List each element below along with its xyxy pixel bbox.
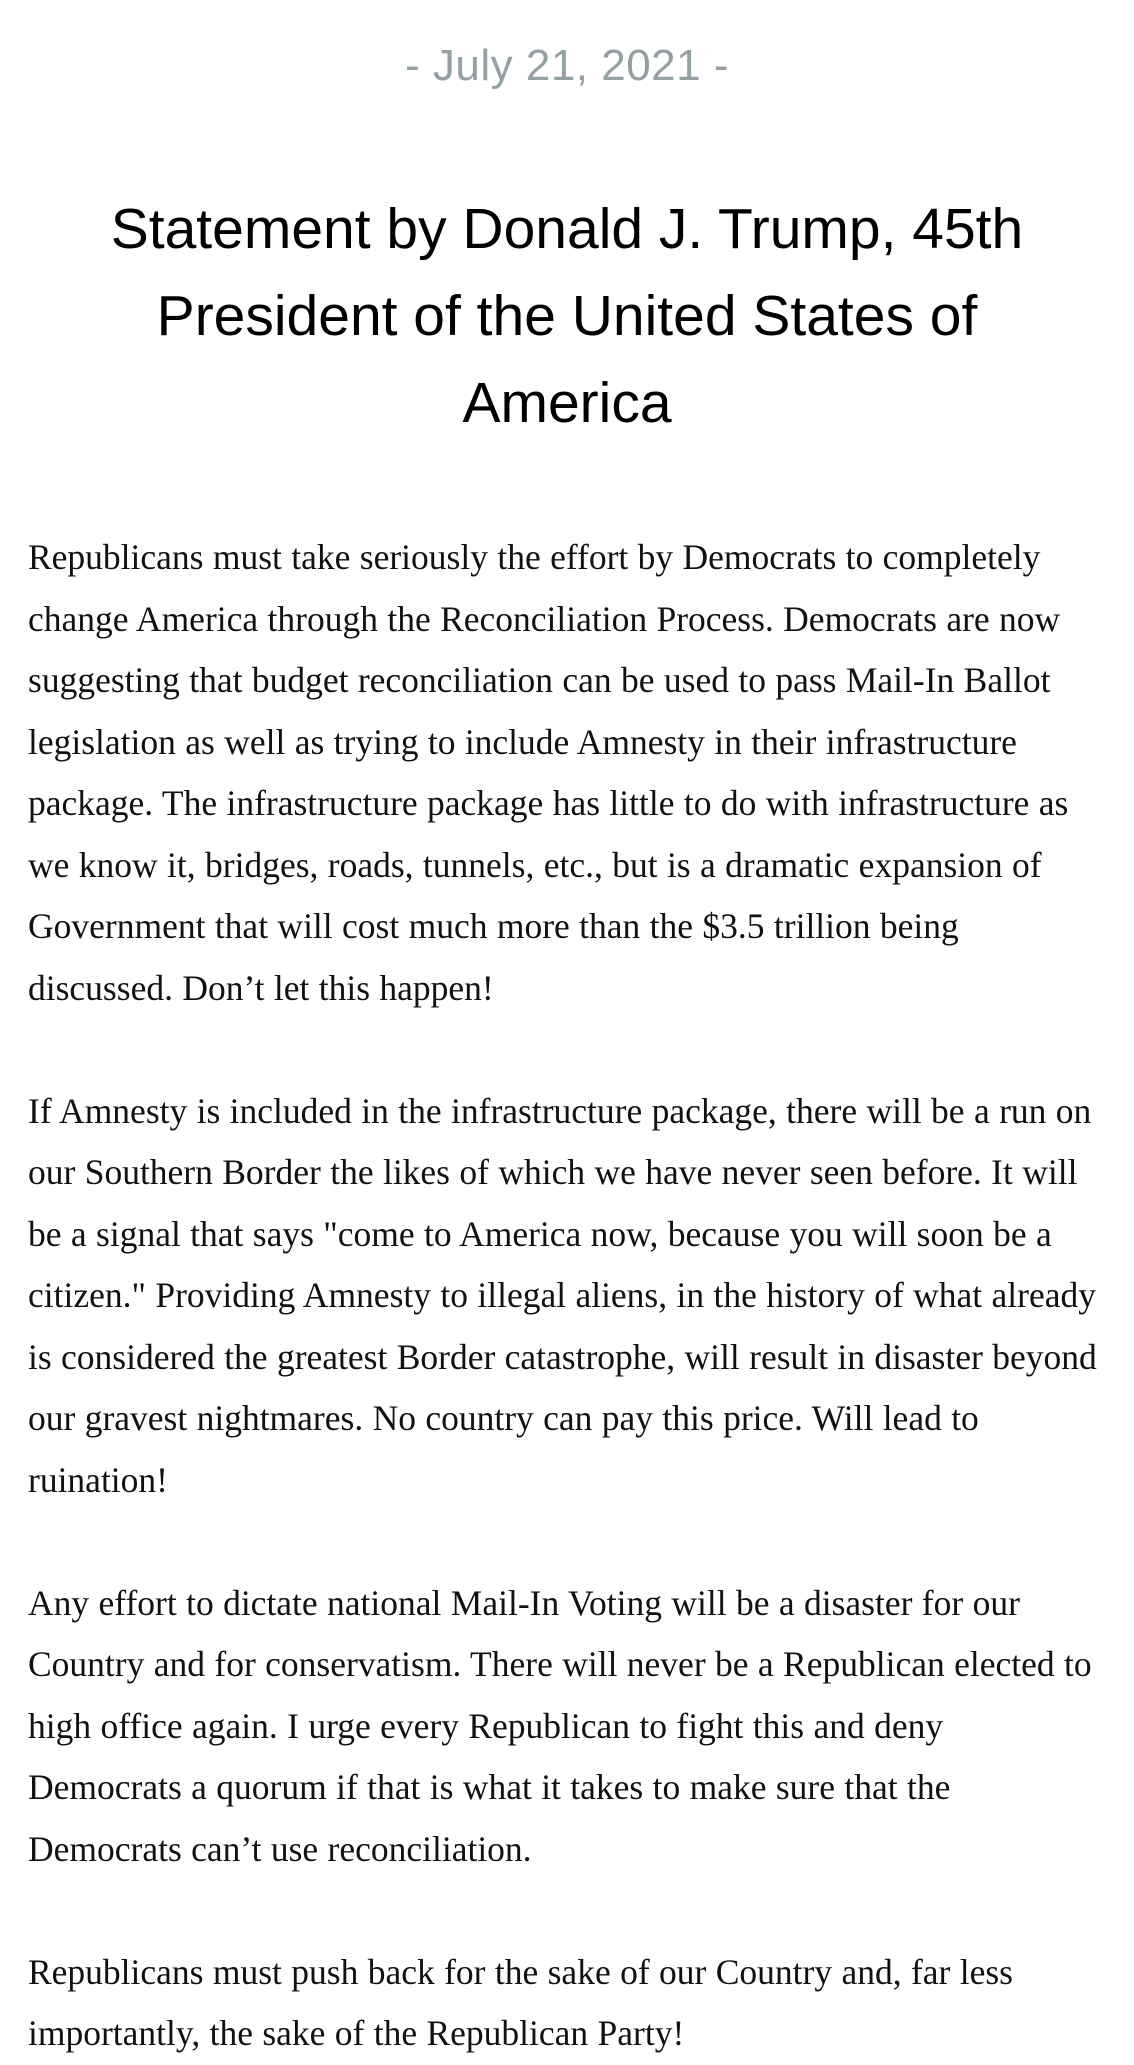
statement-body: [28, 527, 1106, 2065]
statement-paragraph: If Amnesty is included in the infrastructure package, there will be a run on our Southern Border the likes of which we have never seen before. It will be a signal that says "come to America now, because you will soon be a citizen." Providing Amnesty to illegal aliens, in the history of what already is considered the greatest Border catastrophe, will result in disaster beyond our gravest nightmares. No country can pay this price. Will lead to ruination!: [28, 1090, 1097, 1500]
statement-paragraph: Republicans must push back for the sake of our Country and, far less importantly, the sake of the Republican Party!: [28, 1951, 1013, 2053]
statement-paragraph: Republicans must take seriously the effort by Democrats to completely change America through the Reconciliation Process. Democrats are now suggesting that budget reconciliation can be used to pass Mail-In Ballot legislation as well as trying to include Amnesty in their infrastructure package. The infrastructure package has little to do with infrastructure as we know it, bridges, roads, tunnels, etc., but is a dramatic expansion of Government that will cost much more than the $3.5 trillion being discussed. Don’t let this happen!: [28, 537, 1069, 1008]
statement-date: - July 21, 2021 -: [405, 41, 729, 90]
statement-paragraph: Any effort to dictate national Mail-In Voting will be a disaster for our Country and for conservatism. There will never be a Republican elected to high office again. I urge every Republican to fight this and deny Democrats a quorum if that is what it takes to make sure that the Democrats can’t use reconciliation.: [28, 1582, 1092, 1869]
statement-title: Statement by Donald J. Trump, 45th President of the United States of America: [110, 197, 1024, 435]
